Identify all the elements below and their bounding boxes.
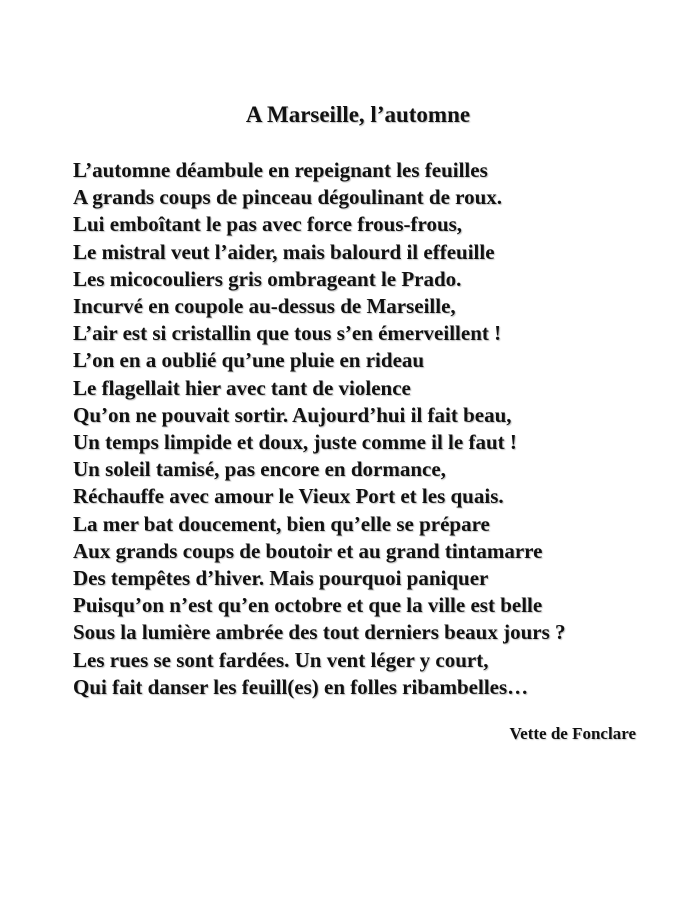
poem-line: Qu’on ne pouvait sortir. Aujourd’hui il fait beau, <box>73 402 512 427</box>
poem-line: Réchauffe avec amour le Vieux Port et les quais. <box>73 484 504 509</box>
poem-line: Aux grands coups de boutoir et au grand tintamarre <box>73 538 543 563</box>
poem-line: Le mistral veut l’aider, mais balourd il effeuille <box>73 239 495 264</box>
poem-line: Incurvé en coupole au-dessus de Marseille, <box>73 294 456 319</box>
poem-line: Sous la lumière ambrée des tout derniers beaux jours ? <box>73 620 566 645</box>
poem-line: La mer bat doucement, bien qu’elle se prépare <box>73 511 490 536</box>
poem-line: Les micocouliers gris ombrageant le Prado. <box>73 266 462 291</box>
poem-line: A grands coups de pinceau dégoulinant de roux. <box>73 185 503 210</box>
poem-line: L’on en a oublié qu’une pluie en rideau <box>73 348 425 373</box>
poem-line: Un temps limpide et doux, juste comme il le faut ! <box>73 430 517 455</box>
poem-body <box>73 157 566 701</box>
poem-line: Qui fait danser les feuill(es) en folles ribambelles… <box>73 674 529 699</box>
poem-line: Les rues se sont fardées. Un vent léger y court, <box>73 647 489 672</box>
author-signature: Vette de Fonclare <box>509 724 636 743</box>
poem-line: L’automne déambule en repeignant les feuilles <box>73 158 488 182</box>
poem-line: Lui emboîtant le pas avec force frous-frous, <box>73 212 463 237</box>
poem-line: Puisqu’on n’est qu’en octobre et que la ville est belle <box>73 593 543 618</box>
poem-line: Un soleil tamisé, pas encore en dormance, <box>73 457 446 482</box>
poem-title: A Marseille, l’automne <box>245 102 471 127</box>
poem-line: L’air est si cristallin que tous s’en émerveillent ! <box>73 321 502 346</box>
poem-line: Le flagellait hier avec tant de violence <box>73 375 411 400</box>
poem-line: Des tempêtes d’hiver. Mais pourquoi paniquer <box>73 566 489 591</box>
